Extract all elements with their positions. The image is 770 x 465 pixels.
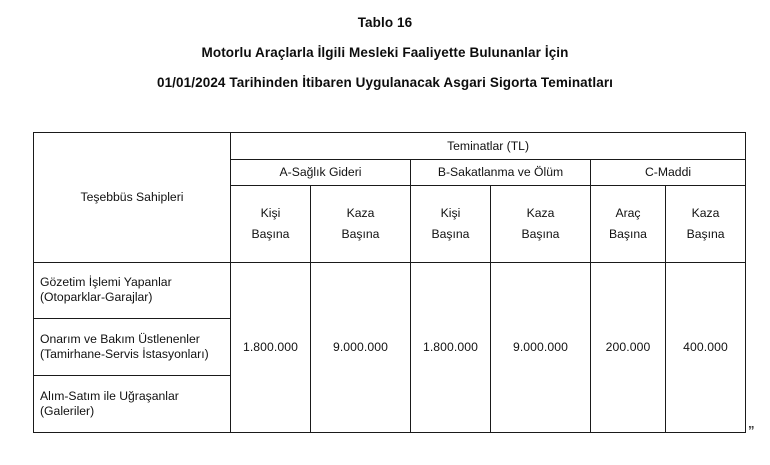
subheader-cell-b-kaza: [491, 186, 591, 262]
header-group-c-label: C-Maddi: [645, 165, 692, 180]
subheader-a-kaza-line2: Başına: [341, 226, 380, 241]
subheader-a-kaza-line1: Kaza: [346, 205, 375, 220]
header-cell-owner: [34, 133, 231, 263]
header-cell-group-a: [231, 159, 411, 186]
table-header-row-span: [34, 133, 746, 160]
document-title-block: [0, 14, 770, 92]
title-line-1: Tablo 16: [357, 15, 413, 30]
row-label-alim-satim: Alım-Satım ile Uğraşanlar (Galeriler): [34, 376, 231, 433]
subheader-b-kaza-line1: Kaza: [526, 205, 555, 220]
row-label-gozetim: Gözetim İşlemi Yapanlar (Otoparklar-Garajlar): [34, 262, 231, 319]
subheader-c-kaza-line2: Başına: [686, 226, 725, 241]
subheader-cell-c-kaza: [666, 186, 746, 262]
header-group-b-label: B-Sakatlanma ve Ölüm: [437, 165, 564, 180]
header-cell-group-b: [411, 159, 591, 186]
value-cell-b-kaza: 9.000.000: [491, 262, 591, 432]
value-cell-c-arac: 200.000: [591, 262, 666, 432]
value-cell-a-kisi: 1.800.000: [231, 262, 311, 432]
subheader-c-arac-line1: Araç: [615, 205, 641, 220]
subheader-cell-c-arac: [591, 186, 666, 262]
subheader-c-arac-line2: Başına: [609, 226, 647, 241]
table-row: [34, 262, 746, 319]
insurance-minimums-table: [33, 132, 746, 433]
header-cell-teminatlar: [231, 133, 746, 160]
subheader-cell-a-kaza: [311, 186, 411, 262]
subheader-b-kaza-line2: Başına: [521, 226, 560, 241]
subheader-a-kisi-line1: Kişi: [260, 205, 281, 220]
subheader-b-kisi-line1: Kişi: [440, 205, 461, 220]
header-teminatlar-label: Teminatlar (TL): [447, 138, 530, 153]
header-owner-label: Teşebbüs Sahipleri: [80, 190, 184, 205]
value-cell-b-kisi: 1.800.000: [411, 262, 491, 432]
value-cell-c-kaza: 400.000: [666, 262, 746, 432]
value-cell-a-kaza: 9.000.000: [311, 262, 411, 432]
subheader-cell-a-kisi: [231, 186, 311, 262]
header-group-a-label: A-Sağlık Gideri: [279, 165, 362, 180]
subheader-b-kisi-line2: Başına: [431, 226, 470, 241]
title-line-2: Motorlu Araçlarla İlgili Mesleki Faaliyette Bulunanlar İçin: [201, 45, 569, 60]
subheader-a-kisi-line2: Başına: [251, 226, 290, 241]
title-line-3: 01/01/2024 Tarihinden İtibaren Uygulanacak Asgari Sigorta Teminatları: [156, 75, 614, 90]
subheader-cell-b-kisi: [411, 186, 491, 262]
insurance-minimums-table-wrapper: [33, 132, 745, 433]
subheader-c-kaza-line1: Kaza: [691, 205, 720, 220]
scan-artifact-quote: ”: [748, 423, 755, 438]
header-cell-group-c: [591, 159, 746, 186]
row-label-onarim: Onarım ve Bakım Üstlenenler (Tamirhane-Servis İstasyonları): [34, 319, 231, 376]
